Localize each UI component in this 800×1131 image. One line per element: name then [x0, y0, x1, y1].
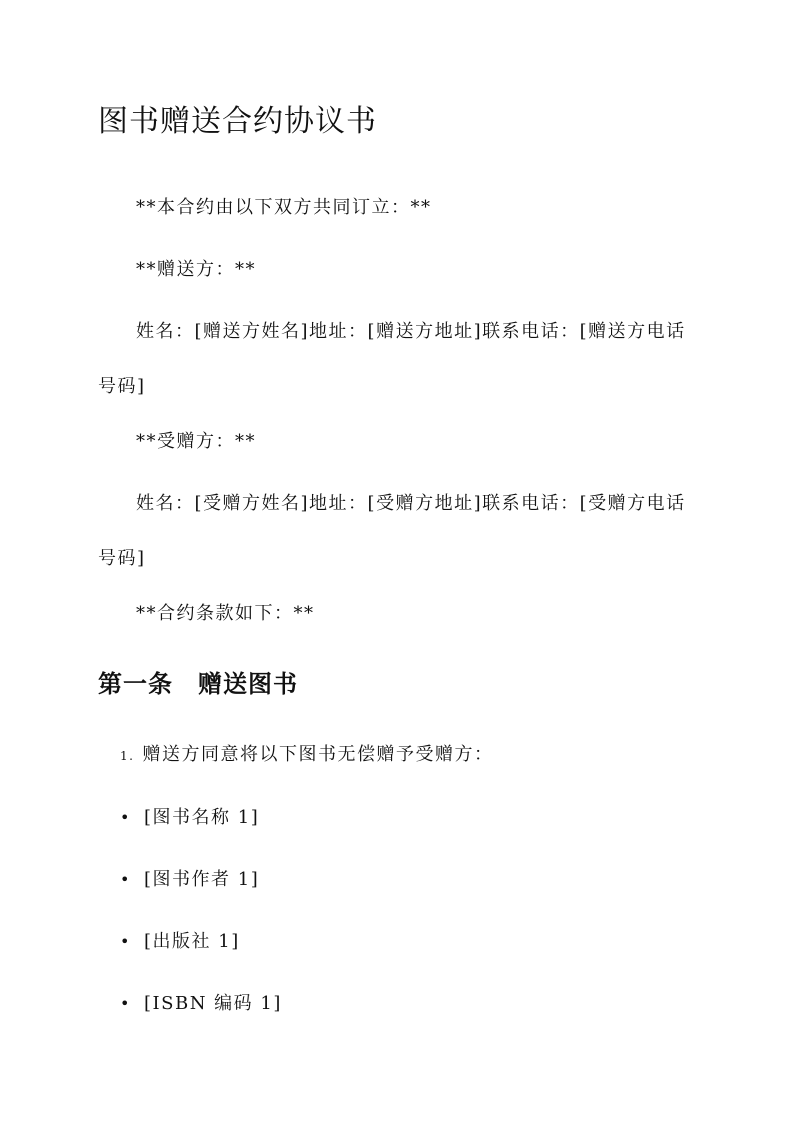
bullet-item — [120, 865, 259, 891]
section-heading: 第一条 赠送图书 — [98, 669, 298, 698]
bullet-text: [图书作者 1] — [144, 869, 260, 890]
bullet-icon: • — [120, 870, 131, 889]
donor-heading: **赠送方：** — [136, 259, 256, 280]
numbered-list-item — [120, 740, 493, 766]
donor-info-paragraph: 姓名：[赠送方姓名]地址：[赠送方地址]联系电话：[赠送方电话号码] — [98, 321, 686, 397]
list-number: 1. — [120, 749, 135, 763]
bullet-item — [120, 803, 259, 829]
list-item-text: 赠送方同意将以下图书无偿赠予受赠方： — [142, 744, 494, 765]
bullet-text: [出版社 1] — [144, 931, 240, 952]
bullet-item — [120, 989, 282, 1015]
bullet-text: [图书名称 1] — [144, 807, 260, 828]
bullet-text: [ISBN 编码 1] — [144, 993, 282, 1014]
intro-paragraph: **本合约由以下双方共同订立：** — [136, 197, 432, 218]
terms-intro-paragraph: **合约条款如下：** — [136, 603, 315, 624]
bullet-icon: • — [120, 808, 131, 827]
recipient-heading: **受赠方：** — [136, 431, 256, 452]
document-title: 图书赠送合约协议书 — [98, 104, 377, 139]
bullet-icon: • — [120, 994, 131, 1013]
recipient-info-paragraph: 姓名：[受赠方姓名]地址：[受赠方地址]联系电话：[受赠方电话号码] — [98, 493, 686, 569]
bullet-icon: • — [120, 932, 131, 951]
bullet-item — [120, 927, 240, 953]
